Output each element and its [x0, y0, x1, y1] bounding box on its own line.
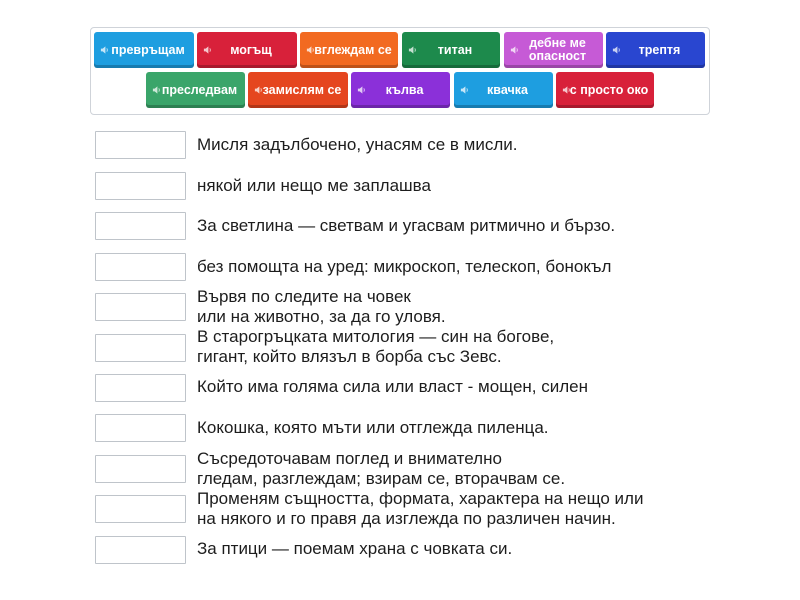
definition-8: Кокошка, която мъти или отглежда пиленца. [197, 418, 549, 437]
speaker-icon[interactable] [510, 46, 519, 55]
tile-label: квачка [487, 82, 528, 97]
definition-7: Който има голяма сила или власт - мощен, силен [197, 377, 589, 396]
definition-9: Съсредоточавам поглед и внимателно гледам, разглеждам; взирам се, вторачвам се. [197, 449, 566, 488]
speaker-icon[interactable] [357, 86, 366, 95]
tile-label: трептя [638, 42, 681, 57]
speaker-icon[interactable] [460, 86, 469, 95]
speaker-icon[interactable] [100, 46, 109, 55]
speaker-icon[interactable] [408, 46, 417, 55]
tile-label: замислям се [262, 82, 342, 97]
tile-label: титан [437, 42, 473, 57]
tile-label: с просто око [569, 82, 649, 97]
speaker-icon[interactable] [254, 86, 263, 95]
speaker-icon[interactable] [306, 46, 315, 55]
tile-vglezhdam-se[interactable] [300, 32, 398, 68]
definition-10: Променям същността, формата, характера на нещо или на някого и го правя да изглежда по различен начин. [197, 489, 644, 528]
answer-tray [90, 27, 710, 115]
definition-4: без помощта на уред: микроскоп, телескоп, бонокъл [197, 257, 612, 276]
drop-box-2[interactable] [95, 172, 186, 200]
tile-label: могъщ [230, 42, 272, 57]
tile-s-prosto-oko[interactable] [556, 72, 654, 108]
speaker-icon[interactable] [152, 86, 161, 95]
tile-presledvam[interactable] [146, 72, 245, 108]
tile-label: вглеждам се [314, 42, 392, 57]
definition-11: За птици — поемам храна с човката си. [197, 539, 513, 558]
drop-box-10[interactable] [95, 495, 186, 523]
drop-box-11[interactable] [95, 536, 186, 564]
drop-box-3[interactable] [95, 212, 186, 240]
tile-label: превръщам [111, 42, 185, 57]
tile-prevrashtam[interactable] [94, 32, 194, 68]
tile-kalva[interactable] [351, 72, 450, 108]
drop-box-1[interactable] [95, 131, 186, 159]
tile-treptya[interactable] [606, 32, 705, 68]
tile-label: дебне ме опасност [528, 36, 587, 63]
definition-3: За светлина — светвам и угасвам ритмично и бързо. [197, 216, 616, 235]
drop-box-7[interactable] [95, 374, 186, 402]
tile-titan[interactable] [402, 32, 500, 68]
drop-box-8[interactable] [95, 414, 186, 442]
speaker-icon[interactable] [203, 46, 212, 55]
definition-5: Вървя по следите на човек или на животно, за да го уловя. [197, 287, 446, 326]
definition-6: В старогръцката митология — син на богове, гигант, който влязъл в борба със Зевс. [197, 327, 555, 366]
tile-debne-me-opasnost[interactable] [504, 32, 603, 68]
drop-box-4[interactable] [95, 253, 186, 281]
drop-box-6[interactable] [95, 334, 186, 362]
tile-mogasht[interactable] [197, 32, 297, 68]
speaker-icon[interactable] [562, 86, 571, 95]
definition-2: някой или нещо ме заплашва [197, 176, 431, 195]
definition-1: Мисля задълбочено, унасям се в мисли. [197, 135, 518, 154]
tile-zamislyam-se[interactable] [248, 72, 348, 108]
drop-box-9[interactable] [95, 455, 186, 483]
tile-kvachka[interactable] [454, 72, 553, 108]
tile-label: кълва [385, 82, 424, 97]
tile-label: преследвам [161, 82, 238, 97]
speaker-icon[interactable] [612, 46, 621, 55]
drop-box-5[interactable] [95, 293, 186, 321]
